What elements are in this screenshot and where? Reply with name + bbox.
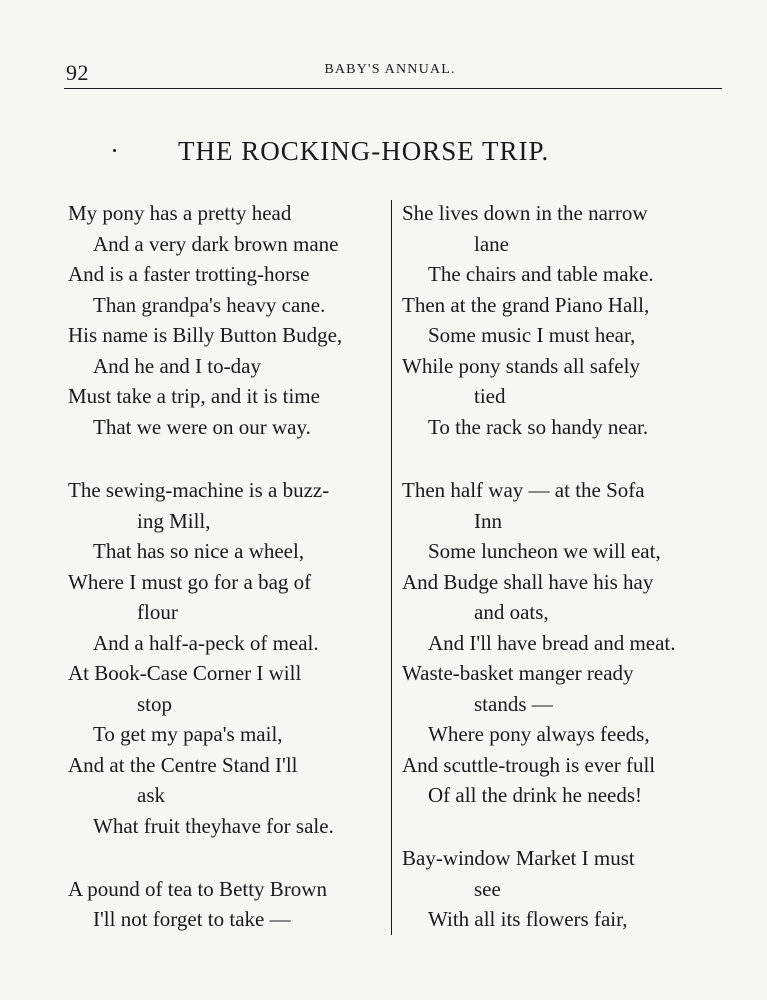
poem-line: With all its flowers fair, — [428, 907, 628, 931]
poem-line: And at the Centre Stand I'll — [68, 753, 298, 777]
poem-line: Then half way — at the Sofa — [402, 478, 645, 502]
poem-line: Where pony always feeds, — [428, 722, 650, 746]
running-title: BABY'S ANNUAL. — [324, 62, 456, 77]
poem-line: And is a faster trotting-horse — [68, 262, 310, 286]
column-divider — [391, 200, 392, 935]
poem-line: At Book-Case Corner I will — [68, 661, 302, 685]
poem-line: The sewing-machine is a buzz- — [68, 478, 330, 502]
poem-line: tied — [474, 384, 506, 408]
poem-line: What fruit theyhave for sale. — [93, 814, 334, 838]
poem-line: She lives down in the narrow — [402, 201, 648, 225]
poem-line: And scuttle-trough is ever full — [402, 753, 656, 777]
poem-line: The chairs and table make. — [428, 262, 654, 286]
poem-line: stop — [137, 692, 173, 716]
poem-line: Then at the grand Piano Hall, — [402, 293, 650, 317]
poem-line: Where I must go for a bag of — [68, 570, 312, 594]
poem-line: flour — [137, 600, 178, 624]
poem-line: And I'll have bread and meat. — [428, 631, 676, 655]
poem-line: I'll not forget to take — — [93, 907, 291, 931]
poem-line: Of all the drink he needs! — [428, 783, 643, 807]
poem-line: A pound of tea to Betty Brown — [68, 877, 327, 901]
poem-line: To get my papa's mail, — [93, 722, 283, 746]
poem-line: Inn — [474, 509, 502, 533]
poem-line: And he and I to-day — [93, 354, 261, 378]
poem-line: While pony stands all safely — [402, 354, 640, 378]
poem-line: That has so nice a wheel, — [93, 539, 305, 563]
poem-line: And a very dark brown mane — [93, 232, 339, 256]
poem-line: Some luncheon we will eat, — [428, 539, 661, 563]
poem-line: To the rack so handy near. — [428, 415, 649, 439]
poem-line: stands — — [474, 692, 553, 716]
poem-line: ask — [137, 783, 165, 807]
poem-line: and oats, — [474, 600, 549, 624]
poem-line: ing Mill, — [137, 509, 211, 533]
poem-line: And a half-a-peck of meal. — [93, 631, 319, 655]
poem-line: Some music I must hear, — [428, 323, 636, 347]
poem-line: His name is Billy Button Budge, — [68, 323, 343, 347]
header-rule — [64, 88, 722, 89]
poem-title: THE ROCKING-HORSE TRIP. — [178, 136, 550, 166]
poem-line: My pony has a pretty head — [68, 201, 292, 225]
poem-line: lane — [474, 232, 509, 256]
poem-line: That we were on our way. — [93, 415, 311, 439]
printer-mark — [113, 149, 116, 152]
poem-line: Must take a trip, and it is time — [68, 384, 320, 408]
poem-line: Bay-window Market I must — [402, 846, 635, 870]
poem-line: And Budge shall have his hay — [402, 570, 654, 594]
poem-line: see — [474, 877, 501, 901]
page-number: 92 — [66, 60, 89, 85]
poem-line: Waste-basket manger ready — [402, 661, 634, 685]
poem-line: Than grandpa's heavy cane. — [93, 293, 326, 317]
